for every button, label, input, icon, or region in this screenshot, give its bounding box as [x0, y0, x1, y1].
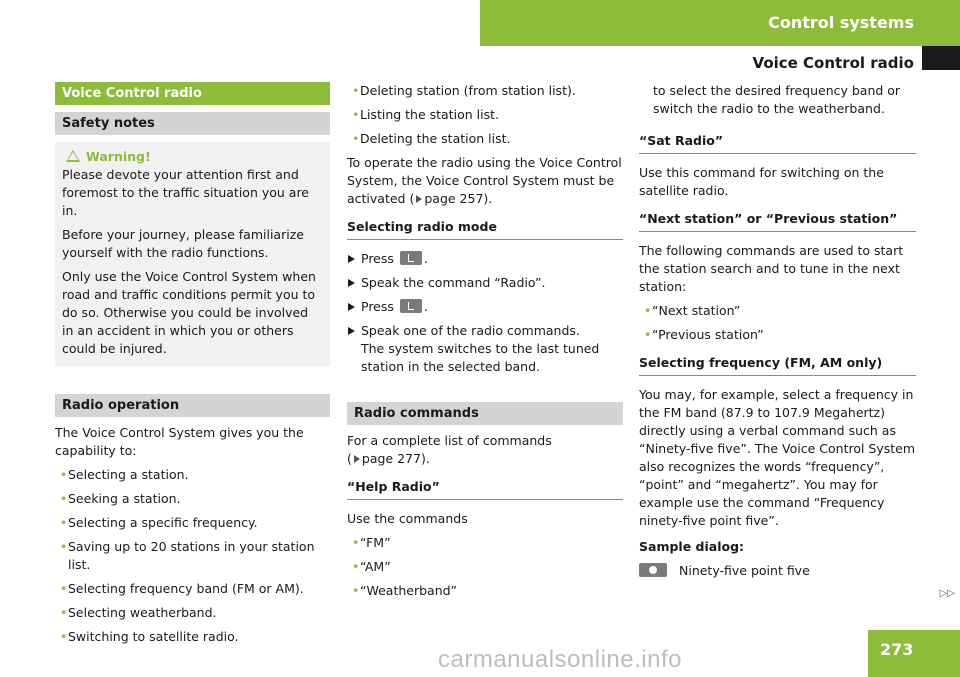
warning-para-3: Only use the Voice Control System when road and traffic conditions permit you to do so. Otherwise you could be involved in an accident in which you or others could be injured.	[62, 269, 316, 356]
safety-notes-heading: Safety notes	[55, 112, 330, 135]
warning-box	[55, 142, 330, 366]
continued-marker: ▷▷	[939, 588, 955, 599]
radio-commands-heading: Radio commands	[347, 402, 623, 425]
list-item: • “Weatherband”	[347, 582, 623, 600]
list-item: • “Next station”	[639, 302, 916, 320]
radio-operation-intro: The Voice Control System gives you the capability to:	[55, 425, 304, 458]
header-section-title: Control systems	[768, 13, 914, 32]
frequency-text: You may, for example, select a frequency in the FM band (87.9 to 107.9 Megahertz) directly using a verbal command such as “Ninety-five five”. The Voice Control System also recognizes the words “frequency”, “point” and “megahertz”. You may for example use the command “Frequency ninety-five point five”.	[639, 387, 916, 528]
continued-text: to select the desired frequency band or switch the radio to the weatherband.	[653, 83, 901, 116]
page-number-box	[868, 630, 960, 677]
list-item: • Listing the station list.	[347, 106, 623, 124]
sample-dialog-line: Ninety-five point five	[639, 562, 916, 580]
warning-para-2: Before your journey, please familiarize yourself with the radio functions.	[62, 227, 304, 260]
list-item: • Seeking a station.	[55, 490, 330, 508]
column-1	[55, 82, 330, 652]
step-3: Press .	[347, 298, 623, 316]
list-item: • “AM”	[347, 558, 623, 576]
warning-title: Warning!	[62, 148, 323, 166]
step-2: Speak the command “Radio”.	[347, 274, 623, 292]
list-item: • Selecting a station.	[55, 466, 330, 484]
watermark: carmanualsonline.info	[438, 646, 682, 673]
commands-text: For a complete list of commands ( page 277).	[347, 433, 552, 466]
list-item: • Deleting station (from station list).	[347, 82, 623, 100]
use-commands-text: Use the commands	[347, 511, 468, 526]
next-station-heading: “Next station” or “Previous station”	[639, 210, 916, 232]
next-station-text: The following commands are used to start the station search and to tune in the next station:	[639, 243, 904, 294]
radio-operation-heading: Radio operation	[55, 394, 330, 417]
selecting-frequency-heading: Selecting frequency (FM, AM only)	[639, 354, 916, 376]
talk-button-icon	[400, 251, 422, 265]
operate-text: To operate the radio using the Voice Control System, the Voice Control System must be activated ( page 257).	[347, 155, 622, 206]
sat-radio-text: Use this command for switching on the satellite radio.	[639, 165, 884, 198]
main-heading: Voice Control radio	[55, 82, 330, 105]
page-ref-icon	[354, 455, 360, 463]
speaker-icon	[639, 563, 667, 577]
list-item: • Selecting frequency band (FM or AM).	[55, 580, 330, 598]
list-item: • Saving up to 20 stations in your station list.	[55, 538, 330, 574]
list-item: • Deleting the station list.	[347, 130, 623, 148]
talk-button-icon	[400, 299, 422, 313]
step-4: Speak one of the radio commands. The system switches to the last tuned station in the selected band.	[347, 322, 623, 376]
sample-dialog-label: Sample dialog:	[639, 539, 745, 554]
list-item: • “Previous station”	[639, 326, 916, 344]
page-ref-icon	[416, 195, 422, 203]
header-page-title: Voice Control radio	[752, 54, 914, 72]
header-marker	[922, 46, 960, 70]
warning-para-1: Please devote your attention first and foremost to the traffic situation you are in.	[62, 167, 309, 218]
warning-icon	[66, 150, 80, 162]
page-number: 273	[880, 640, 914, 659]
list-item: • Selecting a specific frequency.	[55, 514, 330, 532]
list-item: • Selecting weatherband.	[55, 604, 330, 622]
column-2	[347, 82, 623, 606]
selecting-radio-mode-heading: Selecting radio mode	[347, 218, 623, 240]
help-radio-heading: “Help Radio”	[347, 478, 623, 500]
step-1: Press .	[347, 250, 623, 268]
list-item: • “FM”	[347, 534, 623, 552]
column-3	[639, 82, 916, 586]
list-item: • Switching to satellite radio.	[55, 628, 330, 646]
sat-radio-heading: “Sat Radio”	[639, 132, 916, 154]
